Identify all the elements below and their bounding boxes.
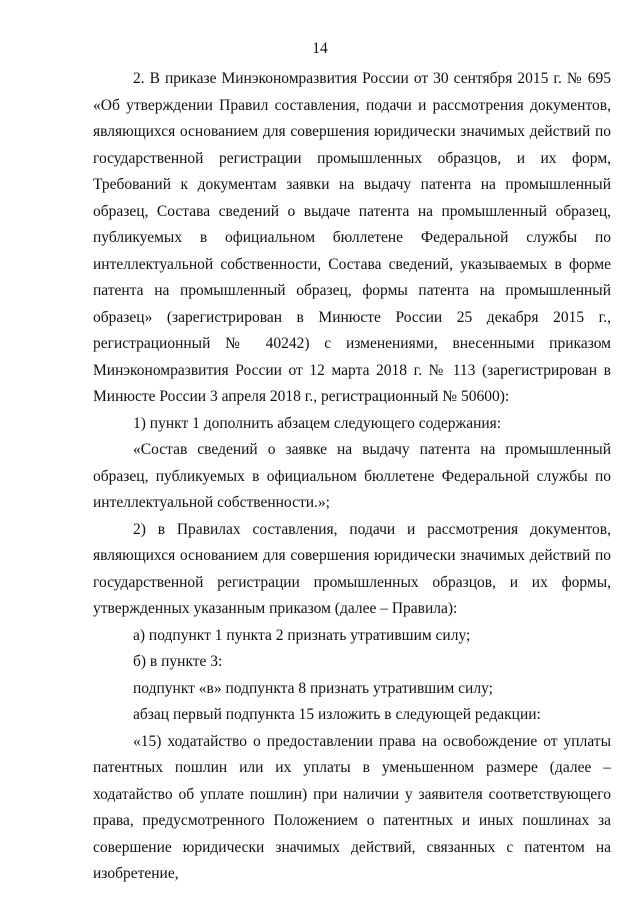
paragraph-subpoint-15-intro: абзац первый подпункта 15 изложить в следующей редакции: (133, 706, 541, 723)
paragraph-subitem-a: а) подпункт 1 пункта 2 признать утратившим силу; (133, 626, 471, 644)
paragraph-item-1: 1) пункт 1 дополнить абзацем следующего содержания: (133, 414, 502, 432)
paragraph-item-2: 2) в Правилах составления, подачи и рассмотрения документов, являющихся основанием для совершения юридически значимых действий по государственной регистрации промышленных образцов, и их формы, утвержденных указанным приказом (далее – Правила): (93, 520, 611, 617)
paragraph-quote-composition: «Состав сведений о заявке на выдачу патента на промышленный образец, публикуемых в официальном бюллетене Федеральной службы по интеллектуальной собственности.»; (93, 441, 611, 511)
page-number: 14 (312, 40, 328, 57)
paragraph-subitem-b: б) в пункте 3: (133, 653, 223, 670)
paragraph-subpoint-15-text: «15) ходатайство о предоставлении права на освобождение от уплаты патентных пошлин или их уплаты в уменьшенном размере (далее – ходатайство об уплате пошлин) при наличии у заявителя соответствующего права, предусмотренного Положением о патентных и иных пошлинах за совершение юридически значимых действий, связанных с патентом на изобретение, (93, 732, 611, 882)
document-body (93, 66, 611, 888)
paragraph-order-amendment: 2. В приказе Минэкономразвития России от 30 сентября 2015 г. № 695 «Об утверждении Правил составления, подачи и рассмотрения документов, являющихся основанием для совершения юридически значимых действий по государственной регистрации промышленных образцов, и их форм, Требований к документам заявки на выдачу патента на промышленный образец, Состава сведений о выдаче патента на промышленный образец, публикуемых в официальном бюллетене Федеральной службы по интеллектуальной собственности, Состава сведений, указываемых в форме патента на промышленный образец, формы патента на промышленный образец» (зарегистрирован в Минюсте России 25 декабря 2015 г., регистрационный № 40242) с изменениями, внесенными приказом Минэкономразвития России от 12 марта 2018 г. № 113 (зарегистрирован в Минюсте России 3 апреля 2018 г., регистрационный № 50600): (93, 70, 611, 405)
paragraph-subpoint-v: подпункт «в» подпункта 8 признать утратившим силу; (133, 679, 493, 697)
